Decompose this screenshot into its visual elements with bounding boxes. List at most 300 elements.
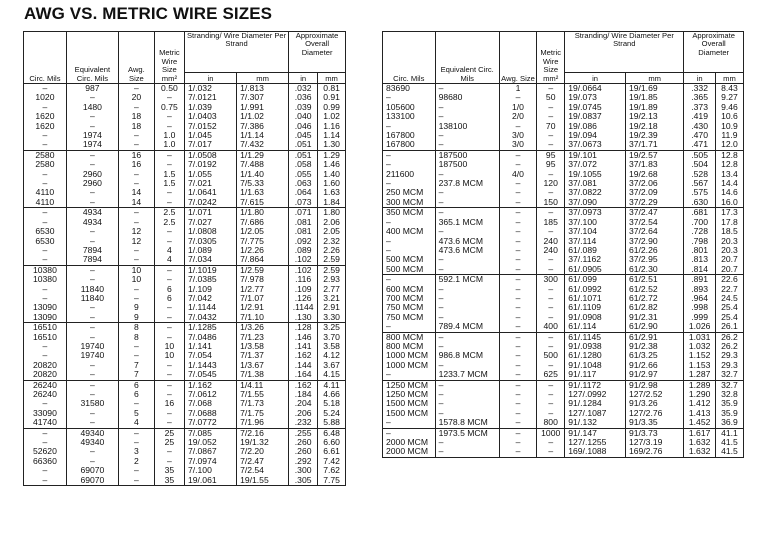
- table-cell: 2.5: [154, 208, 184, 218]
- table-cell: –: [537, 342, 565, 351]
- table-cell: .081: [289, 218, 318, 227]
- table-cell: –: [66, 323, 118, 333]
- table-cell: 211600: [383, 170, 436, 179]
- table-cell: –: [435, 285, 499, 294]
- table-cell: 3.58: [318, 342, 346, 351]
- table-row: [383, 160, 744, 169]
- table-cell: 41.5: [715, 438, 743, 447]
- table-cell: 240: [537, 246, 565, 255]
- table-cell: .999: [684, 313, 716, 322]
- table-cell: 19/2.18: [625, 122, 683, 131]
- table-row: [24, 409, 346, 418]
- table-cell: 127/.1087: [565, 409, 626, 418]
- table-cell: 35.9: [715, 409, 743, 418]
- table-row: [24, 342, 346, 351]
- table-cell: 19/.0664: [565, 84, 626, 94]
- table-cell: 1500 MCM: [383, 409, 436, 418]
- table-cell: –: [66, 198, 118, 208]
- table-cell: 19740: [66, 351, 118, 360]
- table-row: [383, 303, 744, 312]
- table-row: [24, 84, 346, 94]
- table-cell: 7/.615: [237, 198, 289, 208]
- table-cell: –: [435, 390, 499, 399]
- table-cell: –: [537, 84, 565, 94]
- table-cell: 7894: [66, 246, 118, 255]
- table-cell: –: [66, 265, 118, 275]
- table-cell: 16510: [24, 323, 67, 333]
- table-cell: –: [118, 218, 154, 227]
- table-cell: 127/.1255: [565, 438, 626, 447]
- table-cell: .373: [684, 103, 716, 112]
- table-cell: .063: [289, 179, 318, 188]
- table-cell: 2.06: [318, 218, 346, 227]
- table-cell: 61/.099: [565, 275, 626, 285]
- table-cell: 19/.101: [565, 150, 626, 160]
- table-cell: –: [499, 237, 536, 246]
- table-cell: 1.0: [154, 140, 184, 150]
- table-cell: 69070: [66, 466, 118, 475]
- table-cell: 22.6: [715, 275, 743, 285]
- table-cell: –: [537, 112, 565, 121]
- table-cell: 25: [154, 428, 184, 438]
- table-cell: 1/.813: [237, 84, 289, 94]
- table-cell: .116: [289, 275, 318, 284]
- table-cell: 10380: [24, 265, 67, 275]
- table-cell: 16.0: [715, 198, 743, 208]
- table-row: [383, 140, 744, 150]
- table-cell: 133100: [383, 112, 436, 121]
- table-cell: 7/.034: [184, 255, 236, 265]
- table-cell: –: [499, 179, 536, 188]
- table-cell: 32.8: [715, 390, 743, 399]
- table-cell: .046: [289, 122, 318, 131]
- table-cell: 7/2.20: [237, 447, 289, 456]
- table-cell: 1/2.77: [237, 285, 289, 294]
- table-cell: –: [66, 333, 118, 342]
- table-cell: –: [383, 275, 436, 285]
- table-cell: –: [499, 150, 536, 160]
- table-row: [383, 84, 744, 94]
- table-cell: 1.0: [154, 131, 184, 140]
- table-cell: –: [499, 265, 536, 275]
- table-cell: .055: [289, 170, 318, 179]
- table-cell: –: [24, 218, 67, 227]
- table-cell: 91/.1048: [565, 361, 626, 370]
- table-cell: 7/.307: [237, 93, 289, 102]
- table-cell: .184: [289, 390, 318, 399]
- table-cell: 1.452: [684, 418, 716, 428]
- table-cell: 61/2.30: [625, 265, 683, 275]
- table-cell: –: [499, 255, 536, 264]
- table-row: [383, 122, 744, 131]
- header-overall-diameter: Approximate Overall Diameter: [289, 32, 346, 73]
- table-cell: 1.80: [318, 208, 346, 218]
- table-cell: 19/.0837: [565, 112, 626, 121]
- table-cell: –: [499, 208, 536, 218]
- table-cell: 8.43: [715, 84, 743, 94]
- table-cell: 7/.978: [237, 275, 289, 284]
- table-cell: .471: [684, 140, 716, 150]
- table-cell: –: [24, 131, 67, 140]
- table-cell: 1.63: [318, 188, 346, 197]
- table-cell: 7/.488: [237, 160, 289, 169]
- table-cell: 1.14: [318, 131, 346, 140]
- table-cell: 185: [537, 218, 565, 227]
- table-cell: 3.30: [318, 313, 346, 323]
- table-cell: .064: [289, 188, 318, 197]
- table-cell: .305: [289, 476, 318, 486]
- table-cell: 91/2.38: [625, 342, 683, 351]
- table-cell: .630: [684, 198, 716, 208]
- table-cell: 1/.0641: [184, 188, 236, 197]
- table-cell: .032: [289, 84, 318, 94]
- table-cell: .051: [289, 140, 318, 150]
- table-cell: –: [24, 351, 67, 360]
- header-unit-mm: mm: [715, 73, 743, 84]
- table-cell: 4: [118, 418, 154, 428]
- table-cell: –: [383, 218, 436, 227]
- table-cell: 3/0: [499, 140, 536, 150]
- table-cell: –: [383, 370, 436, 380]
- table-cell: 2: [118, 457, 154, 466]
- table-cell: –: [24, 179, 67, 188]
- table-row: [24, 93, 346, 102]
- table-cell: .528: [684, 170, 716, 179]
- table-cell: 7/.017: [184, 140, 236, 150]
- table-cell: .575: [684, 188, 716, 197]
- table-row: [383, 179, 744, 188]
- table-cell: –: [435, 170, 499, 179]
- table-cell: –: [154, 447, 184, 456]
- table-cell: –: [118, 342, 154, 351]
- table-row: [383, 170, 744, 179]
- table-cell: 1.16: [318, 122, 346, 131]
- table-cell: 3/0: [499, 131, 536, 140]
- table-cell: .801: [684, 246, 716, 255]
- table-cell: 1.031: [684, 332, 716, 342]
- table-cell: 2.91: [318, 303, 346, 312]
- table-cell: 240: [537, 237, 565, 246]
- table-cell: 37/2.64: [625, 227, 683, 236]
- header-unit-mm: mm: [318, 73, 346, 84]
- table-cell: –: [435, 265, 499, 275]
- table-cell: –: [154, 275, 184, 284]
- table-cell: 37/.072: [565, 160, 626, 169]
- table-cell: –: [66, 160, 118, 169]
- table-cell: 19/.086: [565, 122, 626, 131]
- table-cell: 7/.085: [184, 428, 236, 438]
- table-cell: 26240: [24, 390, 67, 399]
- table-cell: –: [118, 294, 154, 303]
- table-row: [24, 333, 346, 342]
- header-equiv-circ-mils: Equivalent Circ. Mils: [435, 32, 499, 84]
- table-cell: 37/.1162: [565, 255, 626, 264]
- table-cell: 1/.032: [184, 84, 236, 94]
- table-cell: 37/2.90: [625, 237, 683, 246]
- table-cell: 0.99: [318, 103, 346, 112]
- table-cell: 26.2: [715, 332, 743, 342]
- table-row: [24, 466, 346, 475]
- table-cell: 167800: [383, 140, 436, 150]
- table-cell: –: [537, 390, 565, 399]
- table-cell: .109: [289, 285, 318, 294]
- table-cell: 1.30: [318, 140, 346, 150]
- table-cell: 11840: [66, 294, 118, 303]
- table-cell: 7/.0545: [184, 370, 236, 380]
- table-cell: 61/.1109: [565, 303, 626, 312]
- table-cell: –: [154, 122, 184, 131]
- table-cell: .071: [289, 208, 318, 218]
- table-cell: 20.3: [715, 237, 743, 246]
- table-cell: 7/.021: [184, 179, 236, 188]
- table-cell: –: [24, 466, 67, 475]
- table-cell: 20.3: [715, 246, 743, 255]
- table-cell: .893: [684, 285, 716, 294]
- table-cell: 83690: [383, 84, 436, 94]
- table-cell: 1/.1285: [184, 323, 236, 333]
- table-cell: .204: [289, 399, 318, 408]
- table-cell: .141: [289, 342, 318, 351]
- table-cell: .964: [684, 294, 716, 303]
- table-cell: 95: [537, 150, 565, 160]
- table-cell: 8: [118, 333, 154, 342]
- table-cell: 91/3.73: [625, 428, 683, 438]
- table-cell: 5.88: [318, 418, 346, 428]
- table-cell: 4.15: [318, 370, 346, 380]
- table-row: [383, 418, 744, 428]
- table-cell: 986.8 MCM: [435, 351, 499, 360]
- table-cell: 6: [154, 285, 184, 294]
- table-cell: 7/1.96: [237, 418, 289, 428]
- table-cell: –: [435, 198, 499, 208]
- table-cell: 41740: [24, 418, 67, 428]
- table-cell: –: [435, 361, 499, 370]
- table-cell: 1/1.02: [237, 112, 289, 121]
- table-cell: .681: [684, 208, 716, 218]
- table-cell: 20820: [24, 370, 67, 380]
- table-cell: –: [383, 160, 436, 169]
- table-cell: 2960: [66, 170, 118, 179]
- table-cell: –: [537, 131, 565, 140]
- table-cell: 10380: [24, 275, 67, 284]
- table-cell: 1.5: [154, 179, 184, 188]
- table-cell: 6.48: [318, 428, 346, 438]
- table-cell: .162: [289, 351, 318, 360]
- table-cell: 4.66: [318, 390, 346, 399]
- table-cell: 7/1.07: [237, 294, 289, 303]
- table-cell: 19/1.85: [625, 93, 683, 102]
- table-cell: –: [66, 418, 118, 428]
- table-cell: 98680: [435, 93, 499, 102]
- table-cell: 91/2.97: [625, 370, 683, 380]
- table-cell: –: [118, 208, 154, 218]
- table-cell: 61/.1280: [565, 351, 626, 360]
- table-cell: .1144: [289, 303, 318, 312]
- table-cell: –: [499, 313, 536, 322]
- table-cell: 1.026: [684, 322, 716, 332]
- table-cell: 35: [154, 466, 184, 475]
- table-cell: 1/.055: [184, 170, 236, 179]
- table-cell: .092: [289, 237, 318, 246]
- table-row: [24, 103, 346, 112]
- table-cell: 3.70: [318, 333, 346, 342]
- table-cell: 1.632: [684, 438, 716, 447]
- table-cell: 4110: [24, 198, 67, 208]
- table-row: [24, 438, 346, 447]
- table-cell: 7/.0385: [184, 275, 236, 284]
- table-cell: 105600: [383, 103, 436, 112]
- table-cell: .089: [289, 246, 318, 255]
- table-cell: –: [499, 399, 536, 408]
- table-cell: –: [24, 476, 67, 486]
- table-cell: 19/1.32: [237, 438, 289, 447]
- table-cell: 2.5: [154, 218, 184, 227]
- table-cell: 91/.1284: [565, 399, 626, 408]
- header-awg-size: Awg. Size: [499, 32, 536, 84]
- table-cell: 4.12: [318, 351, 346, 360]
- table-cell: –: [499, 390, 536, 399]
- table-cell: 3.67: [318, 361, 346, 370]
- table-cell: –: [118, 84, 154, 94]
- table-cell: –: [537, 285, 565, 294]
- table-row: [24, 218, 346, 227]
- table-cell: 2.59: [318, 265, 346, 275]
- table-cell: 6530: [24, 227, 67, 236]
- table-cell: 1/.1019: [184, 265, 236, 275]
- table-cell: 5.24: [318, 409, 346, 418]
- table-cell: 4: [154, 246, 184, 255]
- table-cell: 7/1.38: [237, 370, 289, 380]
- table-row: [24, 265, 346, 275]
- table-row: [24, 140, 346, 150]
- table-cell: 7/.0974: [184, 457, 236, 466]
- table-cell: 7/1.75: [237, 409, 289, 418]
- table-cell: 169/.1088: [565, 447, 626, 457]
- table-row: [24, 255, 346, 265]
- table-cell: 3: [118, 447, 154, 456]
- table-cell: –: [154, 198, 184, 208]
- table-cell: 35: [154, 476, 184, 486]
- table-cell: –: [435, 380, 499, 390]
- table-cell: 7/.0432: [184, 313, 236, 323]
- table-row: [24, 131, 346, 140]
- table-cell: 3.21: [318, 294, 346, 303]
- table-cell: 25.4: [715, 303, 743, 312]
- table-cell: .292: [289, 457, 318, 466]
- table-cell: –: [537, 294, 565, 303]
- table-cell: 37/.0973: [565, 208, 626, 218]
- table-cell: 1620: [24, 122, 67, 131]
- table-cell: –: [435, 84, 499, 94]
- table-cell: 6: [154, 294, 184, 303]
- table-cell: 10: [118, 265, 154, 275]
- table-cell: 18: [118, 112, 154, 121]
- table-cell: 400 MCM: [383, 227, 436, 236]
- table-cell: –: [435, 112, 499, 121]
- table-cell: 12.0: [715, 140, 743, 150]
- table-cell: 26.2: [715, 342, 743, 351]
- table-cell: –: [383, 322, 436, 332]
- table-cell: 237.8 MCM: [435, 179, 499, 188]
- table-cell: 1.02: [318, 112, 346, 121]
- table-cell: 37/.0822: [565, 188, 626, 197]
- table-cell: 7/.864: [237, 255, 289, 265]
- table-row: [383, 285, 744, 294]
- table-cell: 7/.386: [237, 122, 289, 131]
- table-cell: 4/0: [499, 170, 536, 179]
- table-cell: 37/2.54: [625, 218, 683, 227]
- table-row: [24, 208, 346, 218]
- table-cell: 6.61: [318, 447, 346, 456]
- table-cell: 7/1.37: [237, 351, 289, 360]
- table-cell: 13090: [24, 313, 67, 323]
- table-cell: –: [154, 313, 184, 323]
- table-cell: –: [154, 112, 184, 121]
- table-row: [24, 313, 346, 323]
- table-cell: .206: [289, 409, 318, 418]
- table-cell: 1250 MCM: [383, 380, 436, 390]
- table-cell: 29.3: [715, 361, 743, 370]
- table-cell: 1/2.59: [237, 265, 289, 275]
- table-row: [24, 179, 346, 188]
- table-cell: –: [435, 409, 499, 418]
- table-row: [383, 150, 744, 160]
- table-cell: –: [118, 170, 154, 179]
- table-cell: 61/2.72: [625, 294, 683, 303]
- table-cell: 7/.0612: [184, 390, 236, 399]
- table-cell: 6.60: [318, 438, 346, 447]
- table-cell: 1/.109: [184, 285, 236, 294]
- table-cell: 10.9: [715, 122, 743, 131]
- table-cell: –: [24, 342, 67, 351]
- table-cell: –: [154, 227, 184, 236]
- table-cell: 1500 MCM: [383, 399, 436, 408]
- table-cell: –: [118, 140, 154, 150]
- table-cell: .144: [289, 361, 318, 370]
- table-cell: 1974: [66, 131, 118, 140]
- table-cell: 1/3.26: [237, 323, 289, 333]
- table-cell: –: [66, 150, 118, 160]
- table-cell: –: [118, 255, 154, 265]
- table-cell: 700 MCM: [383, 294, 436, 303]
- table-cell: –: [435, 332, 499, 342]
- table-cell: .073: [289, 198, 318, 208]
- left-table-panel: [23, 31, 346, 486]
- table-cell: –: [66, 112, 118, 121]
- table-cell: 1/1.14: [237, 131, 289, 140]
- table-cell: 0.75: [154, 103, 184, 112]
- table-cell: 1000 MCM: [383, 351, 436, 360]
- table-cell: .102: [289, 265, 318, 275]
- table-cell: –: [118, 131, 154, 140]
- table-cell: –: [24, 140, 67, 150]
- table-cell: 1/1.29: [237, 150, 289, 160]
- table-row: [24, 351, 346, 360]
- table-cell: 2.26: [318, 246, 346, 255]
- table-cell: 37/2.95: [625, 255, 683, 264]
- table-cell: 10: [118, 275, 154, 284]
- table-cell: 250 MCM: [383, 188, 436, 197]
- table-cell: 7/.0305: [184, 237, 236, 246]
- table-cell: 1/.991: [237, 103, 289, 112]
- table-cell: –: [154, 390, 184, 399]
- table-cell: –: [66, 370, 118, 380]
- table-cell: 7/.0486: [184, 333, 236, 342]
- table-cell: –: [154, 160, 184, 169]
- table-cell: –: [24, 428, 67, 438]
- table-row: [383, 275, 744, 285]
- table-cell: 1/.039: [184, 103, 236, 112]
